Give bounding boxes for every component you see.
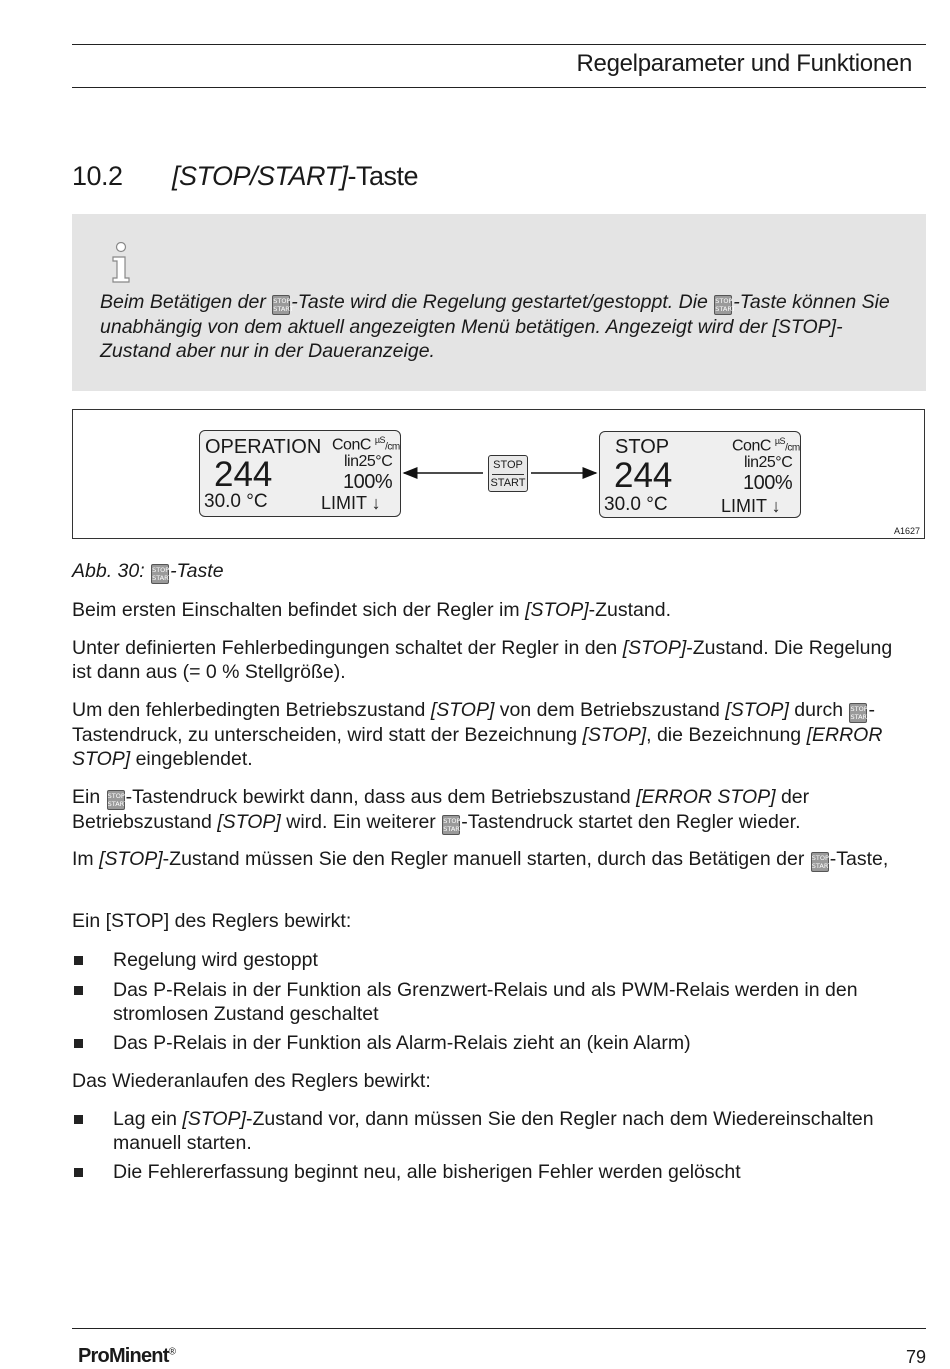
section-title-rest: -Taste [347, 161, 419, 191]
figure-caption: Abb. 30: STOP START -Taste [72, 560, 224, 582]
header-rule-top [72, 44, 926, 45]
footer-rule [72, 1328, 926, 1329]
list-item: Die Fehlererfassung beginnt neu, alle bisherigen Fehler werden gelöscht [72, 1160, 917, 1184]
info-icon [108, 242, 134, 284]
bullet-icon [74, 1115, 83, 1124]
lcd-value: 244 [214, 455, 273, 494]
stop-start-key-icon: STOP START [107, 792, 128, 808]
section-title-key: [STOP/START] [172, 161, 348, 191]
paragraph-4: Ein STOP START -Tastendruck bewirkt dann, dass aus dem Betriebszustand [ERROR STOP] der Betriebszustand [STOP] wird. Ein weiterer STOP START -Tastendruck startet den Regler wieder. [72, 786, 810, 833]
stop-start-key-icon: STOP START [811, 854, 832, 870]
lcd-percent: 100% [343, 471, 393, 493]
lcd-value: 244 [614, 456, 673, 495]
paragraph-3: Um den fehlerbedingten Betriebszustand [STOP] von dem Betriebszustand [STOP] durch STOP START -Tastendruck, zu unterscheiden, wird statt der Bezeichnung [STOP], die Bezeichnung [ERROR STOP] eingeblendet. [72, 699, 883, 770]
section-title [172, 161, 418, 192]
stop-start-button: STOP START [488, 455, 528, 492]
bullet-icon [74, 986, 83, 995]
lcd-limit: LIMIT ↓ [321, 493, 381, 513]
lcd-conc: ConC $^{\mu S}$/cm [732, 436, 800, 455]
header-rule-bottom [72, 87, 926, 88]
lcd-mode: OPERATION [205, 436, 322, 458]
header-title: Regelparameter und Funktionen [576, 50, 912, 77]
figure-id: A1627 [893, 526, 920, 536]
list-item: Das P-Relais in der Funktion als Grenzwert-Relais und als PWM-Relais werden in den stromlosen Zustand geschaltet [72, 978, 917, 1026]
paragraph-1: Beim ersten Einschalten befindet sich der Regler im [STOP]-Zustand. [72, 599, 672, 621]
stop-start-key-icon: STOP START [443, 817, 464, 833]
bullet-icon [74, 956, 83, 965]
note-text: Beim Betätigen der STOP START -Taste wird die Regelung gestartet/gestoppt. Die STOP START -Taste können Sie unabhängig von dem aktuell angezeigten Menü betätigen. Angezeigt wird der [STOP]-Zustand aber nur in der Daueranzeige. [100, 291, 890, 362]
paragraph-6: Ein [STOP] des Reglers bewirkt: [72, 910, 352, 932]
list-item: Regelung wird gestoppt [72, 948, 917, 972]
lcd-mode: STOP [615, 436, 670, 458]
stop-start-key-icon: STOP START [152, 566, 173, 582]
lcd-temperature: 30.0 °C [204, 491, 268, 512]
stop-start-key-icon: STOP START [273, 297, 294, 313]
paragraph-2: Unter definierten Fehlerbedingungen schaltet der Regler in den [STOP]-Zustand. Die Regelung ist dann aus (= 0 % Stellgröße). [72, 637, 893, 683]
list-item: Lag ein [STOP]-Zustand vor, dann müssen Sie den Regler nach dem Wiedereinschalten manuell starten. [72, 1107, 917, 1155]
lcd-limit: LIMIT ↓ [721, 496, 781, 516]
lcd-conc: ConC $^{\mu S}$/cm [332, 435, 400, 454]
stop-start-key-icon: STOP START [715, 297, 736, 313]
section-number: 10.2 [72, 161, 123, 191]
list-item: Das P-Relais in der Funktion als Alarm-Relais zieht an (kein Alarm) [72, 1031, 917, 1055]
figure-stop-start [72, 409, 925, 539]
lcd-operation [199, 430, 401, 517]
lcd-lin: lin25°C [744, 454, 793, 471]
lcd-temperature: 30.0 °C [604, 494, 668, 515]
bullet-icon [74, 1168, 83, 1177]
bullet-icon [74, 1039, 83, 1048]
lcd-percent: 100% [743, 472, 793, 494]
paragraph-7: Das Wiederanlaufen des Reglers bewirkt: [72, 1070, 431, 1092]
info-note [72, 214, 926, 391]
paragraph-5: Im [STOP]-Zustand müssen Sie den Regler manuell starten, durch das Betätigen der STOP START -Taste, [72, 848, 889, 870]
lcd-stop [599, 431, 801, 518]
page-number: 79 [905, 1347, 926, 1367]
brand-logo: ProMinent® [78, 1345, 176, 1367]
stop-start-key-icon: STOP START [850, 705, 871, 721]
lcd-lin: lin25°C [344, 453, 393, 470]
